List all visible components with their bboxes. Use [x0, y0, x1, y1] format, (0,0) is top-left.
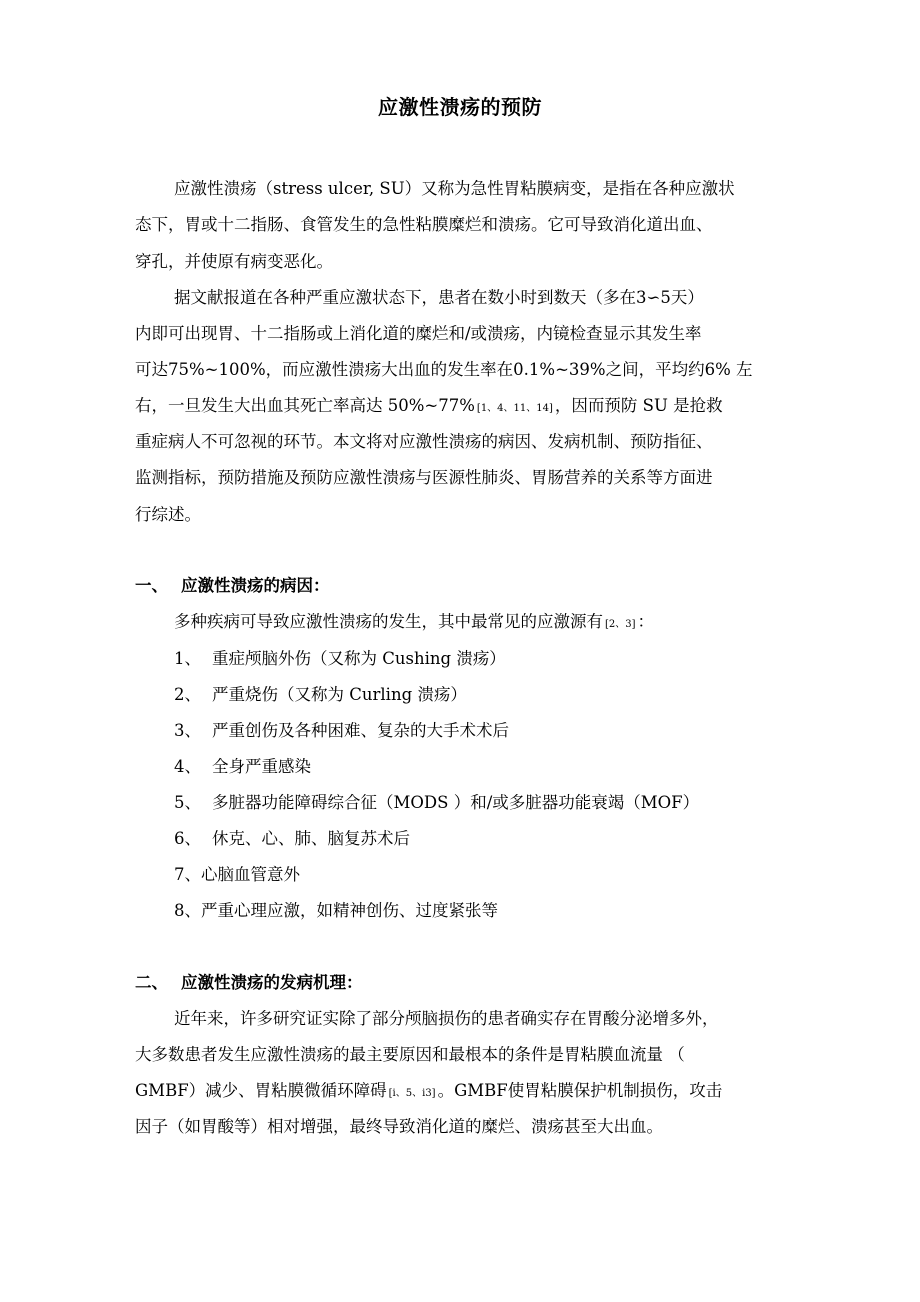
section1-heading-text: 应激性溃疡的病因： [181, 576, 330, 595]
section2-line3 [135, 1079, 722, 1106]
list-item [174, 755, 311, 779]
list-item-number: 4、 [174, 757, 201, 776]
section1-lead-colon: ： [637, 612, 655, 631]
intro-p2-line1: 据文献报道在各种严重应激状态下，患者在数小时到数天（多在3∽5天） [174, 288, 704, 307]
section2-line3-text-b: 。GMBF使胃粘膜保护机制损伤，攻击 [437, 1081, 723, 1100]
list-item [174, 683, 467, 707]
intro-p2-line3: 可达75%~100%，而应激性溃疡大出血的发生率在0.1%~39%之间，平均约6% 左 [135, 360, 753, 379]
section1-lead [174, 610, 654, 637]
list-item-number: 3、 [174, 721, 201, 740]
intro-p1-line1: 应激性溃疡（stress ulcer, SU）又称为急性胃粘膜病变，是指在各种应激状 [174, 179, 735, 198]
section2-line2: 大多数患者发生应激性溃疡的最主要原因和最根本的条件是胃粘膜血流量 （ [135, 1045, 685, 1064]
section2-number: 二、 [135, 973, 168, 992]
intro-p2-line7: 行综述。 [135, 505, 201, 524]
list-item [174, 791, 699, 815]
intro-p2-line5: 重症病人不可忽视的环节。本文将对应激性溃疡的病因、发病机制、预防指征、 [135, 432, 713, 451]
list-item-text: 重症颅脑外伤（又称为 Cushing 溃疡） [212, 649, 506, 668]
intro-p2-line4-text-b: ，因而预防 SU 是抢救 [554, 396, 723, 415]
list-item-text: 休克、心、肺、脑复苏术后 [212, 829, 410, 848]
list-item [174, 719, 509, 743]
section2-heading-text: 应激性溃疡的发病机理： [181, 973, 363, 992]
section1-number: 一、 [135, 576, 168, 595]
list-item-number: 5、 [174, 793, 201, 812]
intro-p2-line2: 内即可出现胃、十二指肠或上消化道的糜烂和/或溃疡，内镜检查显示其发生率 [135, 324, 702, 343]
list-item-number: 6、 [174, 829, 201, 848]
section1-heading [135, 574, 330, 598]
section2-heading [135, 971, 363, 995]
citation: [1、4、11、14] [476, 403, 553, 414]
list-item-text: 多脏器功能障碍综合征（MODS ）和/或多脏器功能衰竭（MOF） [212, 793, 700, 812]
section1-lead-text: 多种疾病可导致应激性溃疡的发生，其中最常见的应激源有 [174, 612, 603, 631]
intro-p1-line3: 穿孔，并使原有病变恶化。 [135, 252, 333, 271]
list-item-number: 2、 [174, 685, 201, 704]
intro-p2-line4-text-a: 右，一旦发生大出血其死亡率高达 50%~77% [135, 396, 475, 415]
intro-p1-line2: 态下，胃或十二指肠、食管发生的急性粘膜糜烂和溃疡。它可导致消化道出血、 [135, 215, 713, 234]
document-title: 应激性溃疡的预防 [378, 95, 542, 119]
list-item-text: 严重创伤及各种困难、复杂的大手术术后 [212, 721, 509, 740]
list-item-text: 严重烧伤（又称为 Curling 溃疡） [212, 685, 467, 704]
list-item-number: 1、 [174, 649, 201, 668]
section2-line1: 近年来，许多研究证实除了部分颅脑损伤的患者确实存在胃酸分泌增多外， [174, 1009, 719, 1028]
list-item: 7、心脑血管意外 [174, 865, 300, 884]
citation: [i、5、i3] [388, 1088, 436, 1099]
list-item [174, 827, 410, 851]
citation: [2、3] [605, 619, 636, 630]
list-item-text: 全身严重感染 [212, 757, 311, 776]
list-item: 8、严重心理应激，如精神创伤、过度紧张等 [174, 901, 498, 920]
section2-line4: 因子（如胃酸等）相对增强，最终导致消化道的糜烂、溃疡甚至大出血。 [135, 1117, 663, 1136]
intro-p2-line6: 监测指标，预防措施及预防应激性溃疡与医源性肺炎、胃肠营养的关系等方面进 [135, 468, 713, 487]
intro-p2-line4 [135, 394, 723, 421]
list-item [174, 647, 506, 671]
section2-line3-text-a: GMBF）减少、胃粘膜微循环障碍 [135, 1081, 387, 1100]
